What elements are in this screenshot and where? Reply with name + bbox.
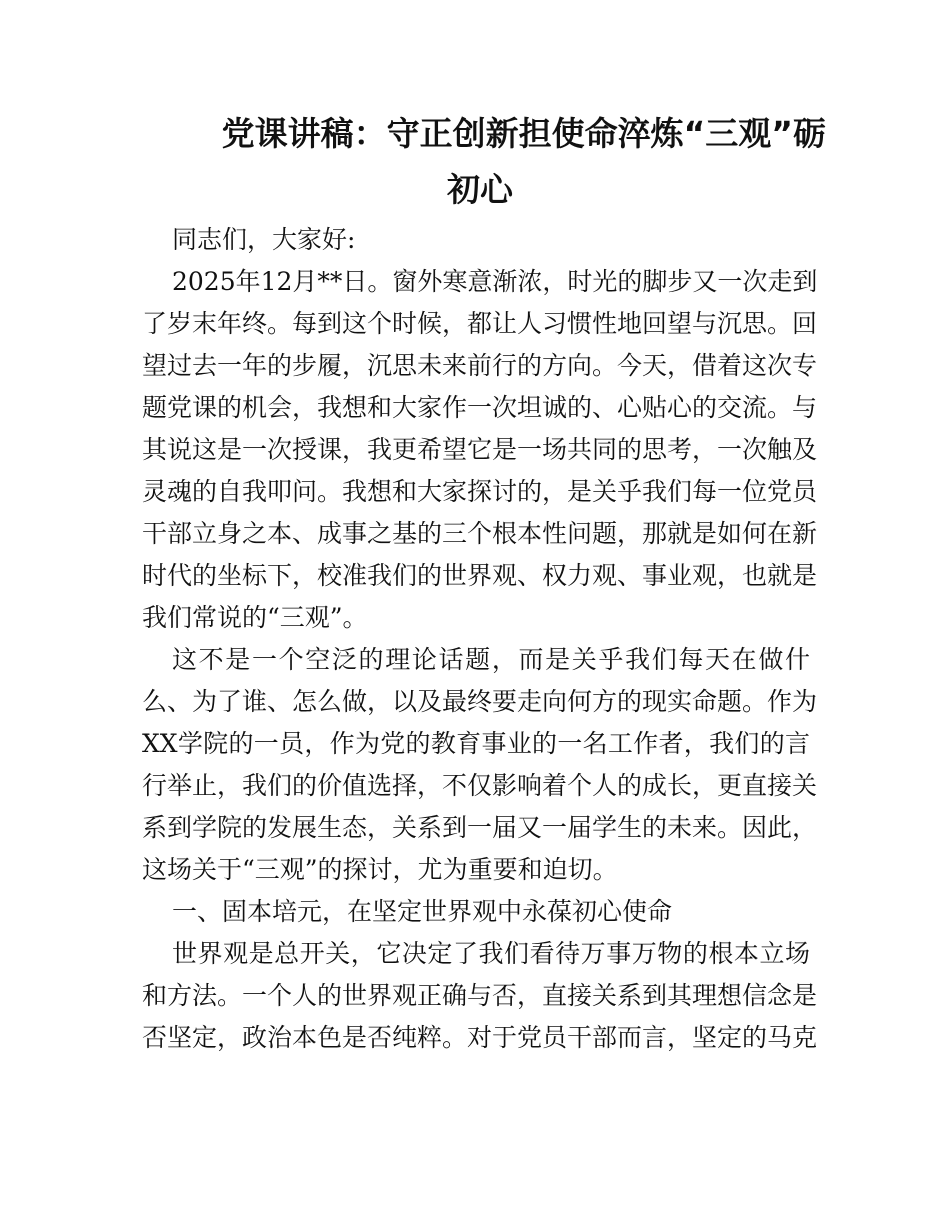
text-line: 了岁末年终。每到这个时候，都让人习惯性地回望与沉思。回 [142, 309, 818, 338]
document-body [142, 219, 818, 1059]
text-line: 望过去一年的步履，沉思未来前行的方向。今天，借着这次专 [142, 351, 818, 380]
text-line: 一、固本培元，在坚定世界观中永葆初心使命 [172, 897, 673, 926]
text-line: 否坚定，政治本色是否纯粹。对于党员干部而言，坚定的马克 [142, 1023, 818, 1052]
paragraph [142, 639, 818, 891]
text-line: 干部立身之本、成事之基的三个根本性问题，那就是如何在新 [142, 519, 818, 548]
text-line: 时代的坐标下，校准我们的世界观、权力观、事业观，也就是 [142, 561, 818, 590]
text-line: 系到学院的发展生态，关系到一届又一届学生的未来。因此， [142, 813, 818, 842]
text-line: 这不是一个空泛的理论话题，而是关乎我们每天在做什 [172, 645, 810, 674]
title-line-2: 初心 [447, 170, 513, 209]
paragraph [142, 261, 818, 639]
text-line: 和方法。一个人的世界观正确与否，直接关系到其理想信念是 [142, 981, 818, 1010]
text-line: 同志们，大家好: [172, 225, 356, 254]
paragraph [142, 933, 818, 1059]
text-line: 我们常说的“三观”。 [142, 603, 368, 632]
document-title [140, 106, 826, 218]
text-line: 这场关于“三观”的探讨，尤为重要和迫切。 [142, 855, 618, 884]
text-line: 世界观是总开关，它决定了我们看待万事万物的根本立场 [172, 939, 810, 968]
text-line: 2025年12月**日。窗外寒意渐浓，时光的脚步又一次走到 [172, 267, 818, 296]
paragraph [142, 219, 810, 261]
title-line-1: 党课讲稿：守正创新担使命淬炼“三观”砺 [221, 114, 826, 153]
text-line: XX学院的一员，作为党的教育事业的一名工作者，我们的言 [142, 729, 810, 758]
text-line: 行举止，我们的价值选择，不仅影响着个人的成长，更直接关 [142, 771, 818, 800]
text-line: 么、为了谁、怎么做，以及最终要走向何方的现实命题。作为 [142, 687, 818, 716]
text-line: 其说这是一次授课，我更希望它是一场共同的思考，一次触及 [142, 435, 818, 464]
paragraph [142, 891, 810, 933]
text-line: 题党课的机会，我想和大家作一次坦诚的、心贴心的交流。与 [142, 393, 818, 422]
text-line: 灵魂的自我叩问。我想和大家探讨的，是关乎我们每一位党员 [142, 477, 818, 506]
